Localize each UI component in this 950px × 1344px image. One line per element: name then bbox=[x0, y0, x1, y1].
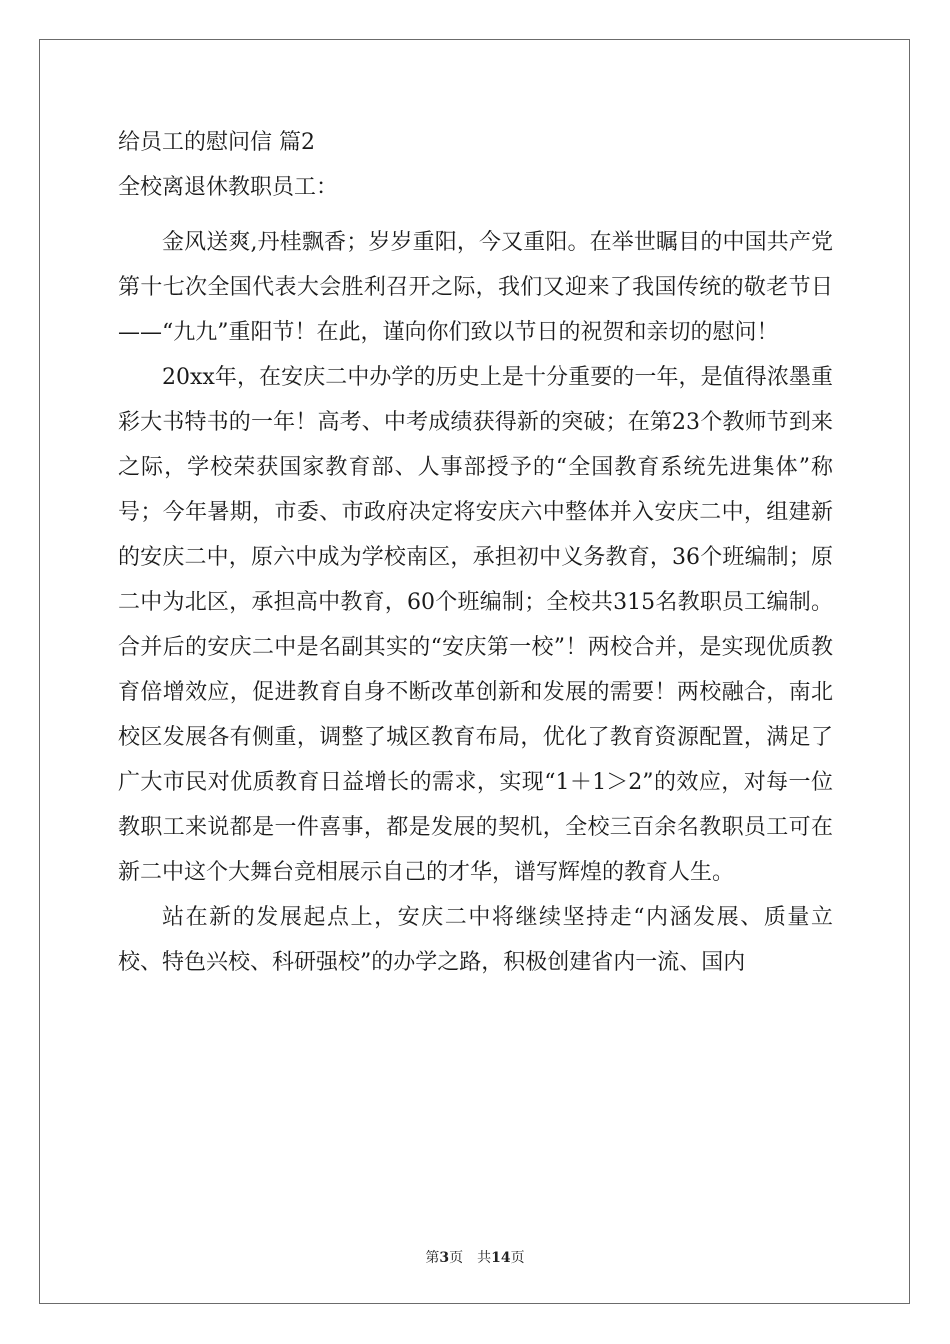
document-title: 给员工的慰问信 篇2 bbox=[118, 130, 315, 155]
current-page-number: 3 bbox=[439, 1250, 450, 1266]
page-footer bbox=[0, 1248, 950, 1268]
total-page-number: 14 bbox=[491, 1250, 511, 1266]
paragraph-2: 20xx年，在安庆二中办学的历史上是十分重要的一年，是值得浓墨重彩大书特书的一年！高考、中考成绩获得新的突破；在第23个教师节到来之际，学校荣获国家教育部、人事部授予的“全国教育系统先进集体”称号；今年暑期，市委、市政府决定将安庆六中整体并入安庆二中，组建新的安庆二中，原六中成为学校南区，承担初中义务教育，36个班编制；原二中为北区，承担高中教育，60个班编制；全校共315名教职员工编制。合并后的安庆二中是名副其实的“安庆第一校”！两校合并，是实现优质教育倍增效应，促进教育自身不断改革创新和发展的需要！两校融合，南北校区发展各有侧重，调整了城区教育布局，优化了教育资源配置，满足了广大市民对优质教育日益增长的需求，实现“1＋1＞2”的效应，对每一位教职工来说都是一件喜事，都是发展的契机，全校三百余名教职员工可在新二中这个大舞台竞相展示自己的才华，谱写辉煌的教育人生。 bbox=[118, 365, 833, 885]
footer-mid: 页 共 bbox=[449, 1250, 492, 1266]
footer-suffix: 页 bbox=[510, 1250, 525, 1266]
footer-prefix: 第 bbox=[425, 1250, 440, 1266]
salutation: 全校离退休教职员工： bbox=[118, 175, 339, 200]
paragraph-3: 站在新的发展起点上，安庆二中将继续坚持走“内涵发展、质量立校、特色兴校、科研强校”的办学之路，积极创建省内一流、国内 bbox=[118, 905, 833, 975]
document-body bbox=[118, 130, 833, 985]
paragraph-1: 金风送爽,丹桂飘香；岁岁重阳，今又重阳。在举世瞩目的中国共产党第十七次全国代表大会胜利召开之际，我们又迎来了我国传统的敬老节日——“九九”重阳节！在此，谨向你们致以节日的祝贺和亲切的慰问！ bbox=[118, 230, 833, 345]
